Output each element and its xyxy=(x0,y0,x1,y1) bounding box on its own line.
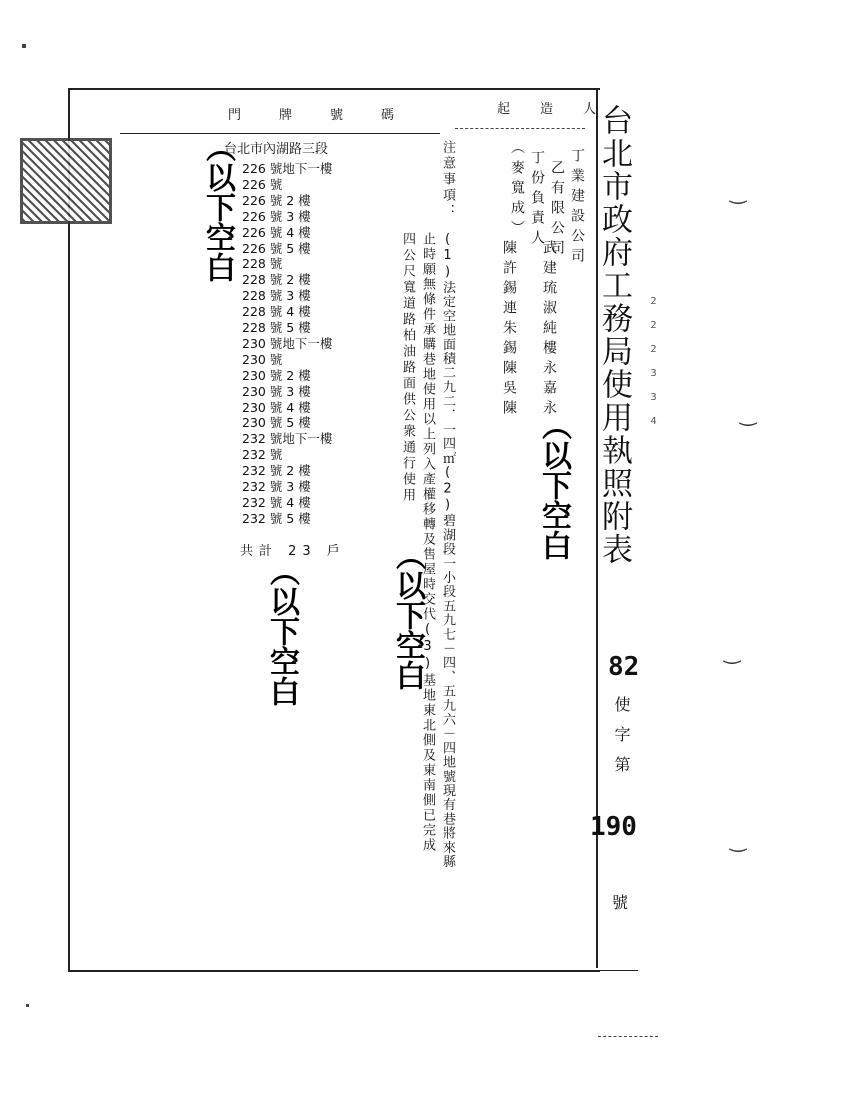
address-item: 230 號 xyxy=(242,351,283,367)
address-item: 232 號 xyxy=(242,447,283,463)
address-item: 232 號 4 樓 xyxy=(242,494,311,510)
scan-mark: ‿ xyxy=(724,640,741,664)
side-faint-marks: 2 2 2 3 3 4 xyxy=(648,296,659,428)
address-item: 228 號 3 樓 xyxy=(242,288,311,304)
builder-line-1: 丁業建設公司 xyxy=(569,148,585,268)
license-year: 82 xyxy=(608,652,640,682)
handwritten-blank-builder: （以下空白 xyxy=(536,410,571,560)
notes-label: 注意事項： xyxy=(440,140,455,220)
builder-column-header: 起造人 xyxy=(497,102,627,117)
address-item: 228 號 5 樓 xyxy=(242,320,311,335)
address-item: 232 號 3 樓 xyxy=(242,479,311,494)
builder-line-2: 乙有限公司 xyxy=(549,160,565,260)
address-item: 228 號 xyxy=(242,256,283,272)
address-item: 226 號 xyxy=(242,176,283,192)
address-item: 230 號 4 樓 xyxy=(242,399,311,415)
address-item: 228 號 4 樓 xyxy=(242,304,311,320)
address-item: 228 號 2 樓 xyxy=(242,272,311,288)
owner-names-1: 武建琉淑純樓永嘉永 xyxy=(541,240,557,420)
address-item: 230 號 5 樓 xyxy=(242,415,311,431)
addr-header-rule xyxy=(120,133,440,134)
address-item: 230 號 2 樓 xyxy=(242,367,311,383)
scan-speck xyxy=(22,44,26,48)
address-item: 230 號地下一樓 xyxy=(242,335,333,351)
address-item: 226 號地下一樓 xyxy=(242,161,333,176)
scan-bottom-dash xyxy=(598,1036,658,1037)
license-use-prefix: 使字第 xyxy=(612,696,631,786)
address-item: 226 號 2 樓 xyxy=(242,192,311,208)
address-item: 232 號 2 樓 xyxy=(242,463,311,479)
address-item: 230 號 3 樓 xyxy=(242,383,311,399)
scan-speck xyxy=(26,1004,29,1007)
addr-column-header: 門牌號碼 xyxy=(228,108,433,123)
notes-column-2: 止時願無條件承購巷地使用以上列入產權移轉及售屋時交代(3)基地東北側及東南側已完成 xyxy=(420,232,435,853)
builder-header-rule xyxy=(455,128,585,129)
address-item: 232 號 5 樓 xyxy=(242,510,311,526)
notes-column-3: 四公尺寬道路柏油路面供公衆通行使用 xyxy=(400,232,415,504)
builder-line-4: （麥寬成） xyxy=(509,140,525,240)
scan-mark: ‿ xyxy=(730,180,747,204)
stamp-seal xyxy=(20,138,112,224)
bottom-rule xyxy=(598,970,638,971)
address-total: 共計 23 戶 xyxy=(240,544,346,559)
address-street: 台北市內湖路三段 xyxy=(224,142,329,157)
scan-mark: ‿ xyxy=(740,402,757,426)
owner-names-2: 陳許錫連朱錫陳吳陳 xyxy=(501,240,517,420)
address-item: 226 號 5 樓 xyxy=(242,240,311,256)
handwritten-blank-total: （以下空白 xyxy=(264,556,299,706)
license-suffix: 號 xyxy=(612,893,629,912)
handwritten-blank-notes: （以下空白 xyxy=(390,540,425,690)
address-item: 226 號 4 樓 xyxy=(242,224,311,240)
address-item: 226 號 3 樓 xyxy=(242,208,311,224)
address-item: 232 號地下一樓 xyxy=(242,431,333,447)
handwritten-blank-addr-top: （以下空白 xyxy=(200,132,235,282)
document-title: 台北市政府工務局使用執照附表 xyxy=(596,104,632,566)
license-number: 190 xyxy=(590,812,637,842)
notes-column-1: (1)法定空地面積二九二．一四㎡(2)碧湖段一小段五九七－四、五九六－四地號現有巷將來縣 xyxy=(440,232,455,869)
builder-line-3: 丁份負責人 xyxy=(529,150,545,250)
scan-mark: ‿ xyxy=(730,828,747,852)
